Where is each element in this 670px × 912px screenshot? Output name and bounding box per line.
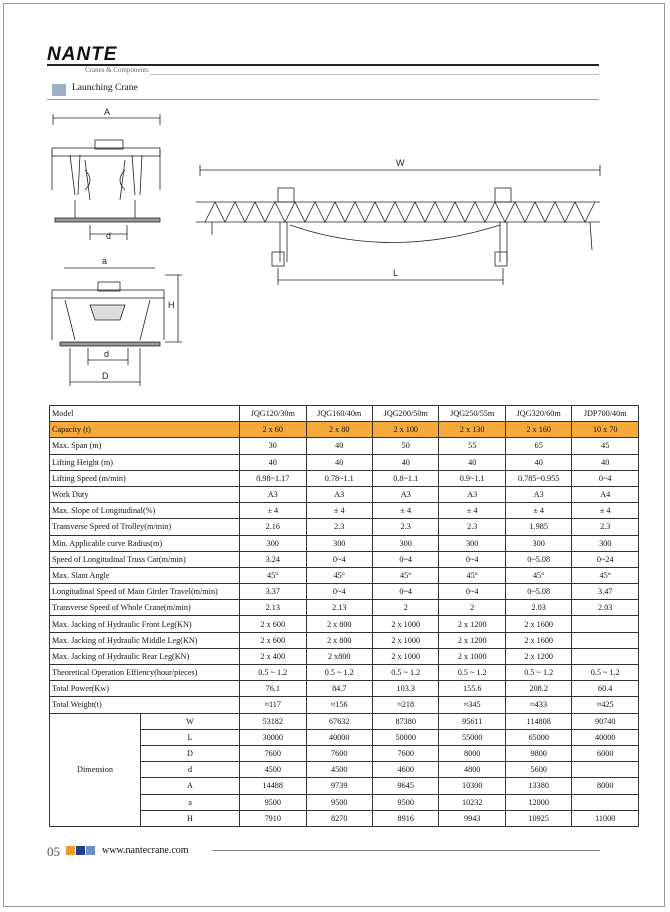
value-cell: 10300 bbox=[439, 778, 505, 794]
value-cell bbox=[572, 648, 639, 664]
value-cell: 30 bbox=[240, 438, 306, 454]
value-cell: 13380 bbox=[505, 778, 571, 794]
value-cell: 300 bbox=[240, 535, 306, 551]
value-cell: 2.03 bbox=[505, 600, 571, 616]
table-row bbox=[50, 438, 639, 454]
dimension-label: Dimension bbox=[50, 713, 141, 826]
value-cell: ≈117 bbox=[240, 697, 306, 713]
header-label: Model bbox=[50, 406, 240, 422]
value-cell: 2 bbox=[372, 600, 438, 616]
value-cell: ± 4 bbox=[505, 503, 571, 519]
value-cell: 2.13 bbox=[306, 600, 372, 616]
value-cell: 45 bbox=[572, 438, 639, 454]
value-cell: 45° bbox=[439, 567, 505, 583]
model-cell: JQG160/40m bbox=[306, 406, 372, 422]
capacity-row bbox=[50, 422, 639, 438]
value-cell: 300 bbox=[372, 535, 438, 551]
value-cell: 0.785~0.955 bbox=[505, 470, 571, 486]
crane-drawings bbox=[0, 0, 670, 400]
value-cell: 0~4 bbox=[372, 551, 438, 567]
value-cell: A3 bbox=[240, 486, 306, 502]
value-cell: 40000 bbox=[306, 729, 372, 745]
brand-name: NANTE bbox=[47, 44, 118, 65]
value-cell: 8270 bbox=[306, 810, 372, 826]
value-cell: ≈425 bbox=[572, 697, 639, 713]
value-cell: ± 4 bbox=[240, 503, 306, 519]
dimension-key: d bbox=[141, 762, 240, 778]
value-cell: 0.5 ~ 1.2 bbox=[572, 665, 639, 681]
value-cell: 5600 bbox=[505, 762, 571, 778]
value-cell: 87380 bbox=[372, 713, 438, 729]
value-cell: 114808 bbox=[505, 713, 571, 729]
value-cell: 50000 bbox=[372, 729, 438, 745]
value-cell: 9739 bbox=[306, 778, 372, 794]
value-cell: 2 x 1600 bbox=[505, 616, 571, 632]
capacity-cell: 2 x 80 bbox=[306, 422, 372, 438]
value-cell: 7910 bbox=[240, 810, 306, 826]
value-cell: 4600 bbox=[372, 762, 438, 778]
dimension-key: a bbox=[141, 794, 240, 810]
value-cell: 0.8~1.1 bbox=[372, 470, 438, 486]
value-cell: 9500 bbox=[306, 794, 372, 810]
value-cell: 2 x 1000 bbox=[372, 648, 438, 664]
value-cell: 45° bbox=[240, 567, 306, 583]
value-cell: 9645 bbox=[372, 778, 438, 794]
end-view-drawing bbox=[52, 114, 160, 240]
value-cell: 0.5 ~ 1.2 bbox=[240, 665, 306, 681]
row-label: Total Power(Kw) bbox=[50, 681, 240, 697]
row-label: Max. Jacking of Hydraulic Middle Leg(KN) bbox=[50, 632, 240, 648]
value-cell bbox=[572, 616, 639, 632]
value-cell: 40 bbox=[505, 454, 571, 470]
row-label: Max. Span (m) bbox=[50, 438, 240, 454]
spec-table bbox=[49, 405, 639, 827]
value-cell: 55000 bbox=[439, 729, 505, 745]
value-cell: 9943 bbox=[439, 810, 505, 826]
row-label: Transverse Speed of Whole Crane(m/min) bbox=[50, 600, 240, 616]
value-cell: 0~5.08 bbox=[505, 584, 571, 600]
footer-square-orange bbox=[66, 846, 75, 855]
brand-tagline: Cranes & Components bbox=[85, 66, 149, 74]
value-cell: 2.03 bbox=[572, 600, 639, 616]
value-cell: 0.5 ~ 1.2 bbox=[439, 665, 505, 681]
value-cell: 0~4 bbox=[439, 551, 505, 567]
table-row bbox=[50, 470, 639, 486]
value-cell: 10925 bbox=[505, 810, 571, 826]
table-row bbox=[50, 616, 639, 632]
value-cell: 84.7 bbox=[306, 681, 372, 697]
value-cell: 2 x 1600 bbox=[505, 632, 571, 648]
table-row bbox=[50, 567, 639, 583]
table-row bbox=[50, 551, 639, 567]
value-cell: 6000 bbox=[572, 745, 639, 761]
value-cell bbox=[572, 794, 639, 810]
dim-label-D: D bbox=[102, 371, 109, 381]
page-number: 05 bbox=[47, 844, 60, 859]
value-cell: 2 x 1000 bbox=[439, 648, 505, 664]
dim-label-L: L bbox=[393, 268, 399, 278]
table-row bbox=[50, 584, 639, 600]
value-cell: 0.78~1.1 bbox=[306, 470, 372, 486]
dim-label-d-top: d bbox=[106, 231, 112, 241]
value-cell: 55 bbox=[439, 438, 505, 454]
value-cell: 11000 bbox=[572, 810, 639, 826]
row-label: Max. Jacking of Hydraulic Front Leg(KN) bbox=[50, 616, 240, 632]
value-cell: A3 bbox=[306, 486, 372, 502]
value-cell: 4500 bbox=[306, 762, 372, 778]
value-cell: 2.3 bbox=[572, 519, 639, 535]
table-row bbox=[50, 454, 639, 470]
value-cell: ± 4 bbox=[306, 503, 372, 519]
capacity-cell: 2 x 130 bbox=[439, 422, 505, 438]
row-label: Theoretical Operation Effiency(hour/pieces) bbox=[50, 665, 240, 681]
value-cell: 14488 bbox=[240, 778, 306, 794]
row-label: Lifting Height (m) bbox=[50, 454, 240, 470]
value-cell: 53182 bbox=[240, 713, 306, 729]
value-cell: 0.5 ~ 1.2 bbox=[306, 665, 372, 681]
value-cell: 2 x 1200 bbox=[439, 632, 505, 648]
value-cell: 50 bbox=[372, 438, 438, 454]
value-cell: 45° bbox=[372, 567, 438, 583]
section-title: Launching Crane bbox=[72, 83, 138, 93]
row-label: Speed of Longitudinal Truss Car(m/min) bbox=[50, 551, 240, 567]
value-cell: 45° bbox=[306, 567, 372, 583]
value-cell: A3 bbox=[372, 486, 438, 502]
value-cell: 4500 bbox=[240, 762, 306, 778]
value-cell: ≈156 bbox=[306, 697, 372, 713]
row-label: Lifting Speed (m/min) bbox=[50, 470, 240, 486]
value-cell: 2 x 800 bbox=[306, 632, 372, 648]
value-cell: 40 bbox=[306, 454, 372, 470]
value-cell: 0.9~1.1 bbox=[439, 470, 505, 486]
value-cell: 7600 bbox=[240, 745, 306, 761]
row-label: Max. Slope of Longitudinal(%) bbox=[50, 503, 240, 519]
value-cell: 0.5 ~ 1.2 bbox=[372, 665, 438, 681]
value-cell: 45° bbox=[505, 567, 571, 583]
value-cell: 7600 bbox=[306, 745, 372, 761]
model-cell: JQG120/30m bbox=[240, 406, 306, 422]
value-cell bbox=[572, 762, 639, 778]
value-cell: 65000 bbox=[505, 729, 571, 745]
value-cell: 40 bbox=[372, 454, 438, 470]
dim-label-d-bottom: d bbox=[104, 349, 110, 359]
table-row bbox=[50, 648, 639, 664]
dimension-key: D bbox=[141, 745, 240, 761]
value-cell: 9500 bbox=[372, 794, 438, 810]
value-cell: 40 bbox=[439, 454, 505, 470]
value-cell: 2 x 800 bbox=[306, 616, 372, 632]
value-cell: 2 x800 bbox=[306, 648, 372, 664]
row-label: Max. Slant Angle bbox=[50, 567, 240, 583]
table-header-row bbox=[50, 406, 639, 422]
value-cell: 30000 bbox=[240, 729, 306, 745]
row-label: Work Duty bbox=[50, 486, 240, 502]
table-row bbox=[50, 681, 639, 697]
dim-label-H: H bbox=[168, 300, 175, 310]
table-row bbox=[50, 535, 639, 551]
value-cell: 40000 bbox=[572, 729, 639, 745]
capacity-label: Capacity (t) bbox=[50, 422, 240, 438]
model-cell: JDP700/40m bbox=[572, 406, 639, 422]
value-cell: A3 bbox=[439, 486, 505, 502]
value-cell: ≈433 bbox=[505, 697, 571, 713]
table-row bbox=[50, 665, 639, 681]
value-cell: 10232 bbox=[439, 794, 505, 810]
value-cell: 2 x 1200 bbox=[439, 616, 505, 632]
dim-label-A: A bbox=[104, 107, 111, 117]
model-cell: JQG250/55m bbox=[439, 406, 505, 422]
value-cell: 3.47 bbox=[572, 584, 639, 600]
value-cell: 0~4 bbox=[372, 584, 438, 600]
table-row bbox=[50, 632, 639, 648]
table-row bbox=[50, 519, 639, 535]
dimension-row bbox=[50, 713, 639, 729]
value-cell: 8000 bbox=[439, 745, 505, 761]
value-cell: 1.985 bbox=[505, 519, 571, 535]
value-cell: 4800 bbox=[439, 762, 505, 778]
value-cell: 0~4 bbox=[306, 584, 372, 600]
value-cell: ± 4 bbox=[439, 503, 505, 519]
value-cell: 0~24 bbox=[572, 551, 639, 567]
dimension-key: H bbox=[141, 810, 240, 826]
value-cell: 2.13 bbox=[240, 600, 306, 616]
footer-rule bbox=[212, 850, 600, 851]
value-cell: 45° bbox=[572, 567, 639, 583]
dim-label-W: W bbox=[396, 158, 405, 168]
value-cell: 155.6 bbox=[439, 681, 505, 697]
value-cell: 2.3 bbox=[306, 519, 372, 535]
value-cell: 12000 bbox=[505, 794, 571, 810]
value-cell: 60.4 bbox=[572, 681, 639, 697]
value-cell: 40 bbox=[306, 438, 372, 454]
row-label: Total Weight(t) bbox=[50, 697, 240, 713]
table-row bbox=[50, 600, 639, 616]
row-label: Min. Applicable curve Radius(m) bbox=[50, 535, 240, 551]
row-label: Transverse Speed of Trolley(m/min) bbox=[50, 519, 240, 535]
side-elevation-drawing bbox=[196, 165, 600, 285]
value-cell: 2 x 400 bbox=[240, 648, 306, 664]
cross-section-drawing bbox=[52, 268, 182, 386]
value-cell: 2 x 600 bbox=[240, 632, 306, 648]
value-cell: 300 bbox=[439, 535, 505, 551]
footer-square-navy bbox=[76, 846, 85, 855]
value-cell: 2.3 bbox=[439, 519, 505, 535]
value-cell: 2.3 bbox=[372, 519, 438, 535]
value-cell: 40 bbox=[572, 454, 639, 470]
capacity-cell: 10 x 70 bbox=[572, 422, 639, 438]
value-cell: 2 x 600 bbox=[240, 616, 306, 632]
value-cell: 2 x 1200 bbox=[505, 648, 571, 664]
table-row bbox=[50, 697, 639, 713]
value-cell bbox=[572, 632, 639, 648]
model-cell: JQG320/60m bbox=[505, 406, 571, 422]
value-cell: 0.5 ~ 1.2 bbox=[505, 665, 571, 681]
value-cell: 90740 bbox=[572, 713, 639, 729]
value-cell: 8916 bbox=[372, 810, 438, 826]
value-cell: 9800 bbox=[505, 745, 571, 761]
value-cell: 65 bbox=[505, 438, 571, 454]
value-cell: 300 bbox=[306, 535, 372, 551]
value-cell: 3.37 bbox=[240, 584, 306, 600]
value-cell: 208.2 bbox=[505, 681, 571, 697]
footer-square-blue bbox=[86, 846, 95, 855]
value-cell: 0~5.08 bbox=[505, 551, 571, 567]
dimension-key: L bbox=[141, 729, 240, 745]
value-cell: ± 4 bbox=[372, 503, 438, 519]
value-cell: ≈218 bbox=[372, 697, 438, 713]
table-row bbox=[50, 486, 639, 502]
footer-url[interactable]: www.nantecrane.com bbox=[102, 845, 189, 856]
value-cell: 0~4 bbox=[572, 470, 639, 486]
value-cell: 8000 bbox=[572, 778, 639, 794]
table-row bbox=[50, 503, 639, 519]
row-label: Max. Jacking of Hydraulic Rear Leg(KN) bbox=[50, 648, 240, 664]
value-cell: 3.24 bbox=[240, 551, 306, 567]
row-label: Longitudinal Speed of Main Girder Travel(m/min) bbox=[50, 584, 240, 600]
value-cell: 2 x 1000 bbox=[372, 616, 438, 632]
value-cell: A4 bbox=[572, 486, 639, 502]
value-cell: A3 bbox=[505, 486, 571, 502]
dimension-key: W bbox=[141, 713, 240, 729]
value-cell: 76.1 bbox=[240, 681, 306, 697]
value-cell: 0.98~1.17 bbox=[240, 470, 306, 486]
value-cell: 67632 bbox=[306, 713, 372, 729]
value-cell: 7600 bbox=[372, 745, 438, 761]
value-cell: 2 x 1000 bbox=[372, 632, 438, 648]
value-cell: 0~4 bbox=[439, 584, 505, 600]
dimension-key: A bbox=[141, 778, 240, 794]
model-cell: JQG200/50m bbox=[372, 406, 438, 422]
value-cell: ± 4 bbox=[572, 503, 639, 519]
value-cell: 40 bbox=[240, 454, 306, 470]
capacity-cell: 2 x 60 bbox=[240, 422, 306, 438]
value-cell: 9500 bbox=[240, 794, 306, 810]
value-cell: 0~4 bbox=[306, 551, 372, 567]
value-cell: 300 bbox=[505, 535, 571, 551]
dim-label-a: a bbox=[102, 256, 108, 266]
spec-table-body bbox=[50, 406, 639, 827]
value-cell: 95611 bbox=[439, 713, 505, 729]
capacity-cell: 2 x 100 bbox=[372, 422, 438, 438]
value-cell: 2.16 bbox=[240, 519, 306, 535]
value-cell: 2 bbox=[439, 600, 505, 616]
value-cell: 103.3 bbox=[372, 681, 438, 697]
value-cell: 300 bbox=[572, 535, 639, 551]
capacity-cell: 2 x 160 bbox=[505, 422, 571, 438]
value-cell: ≈345 bbox=[439, 697, 505, 713]
